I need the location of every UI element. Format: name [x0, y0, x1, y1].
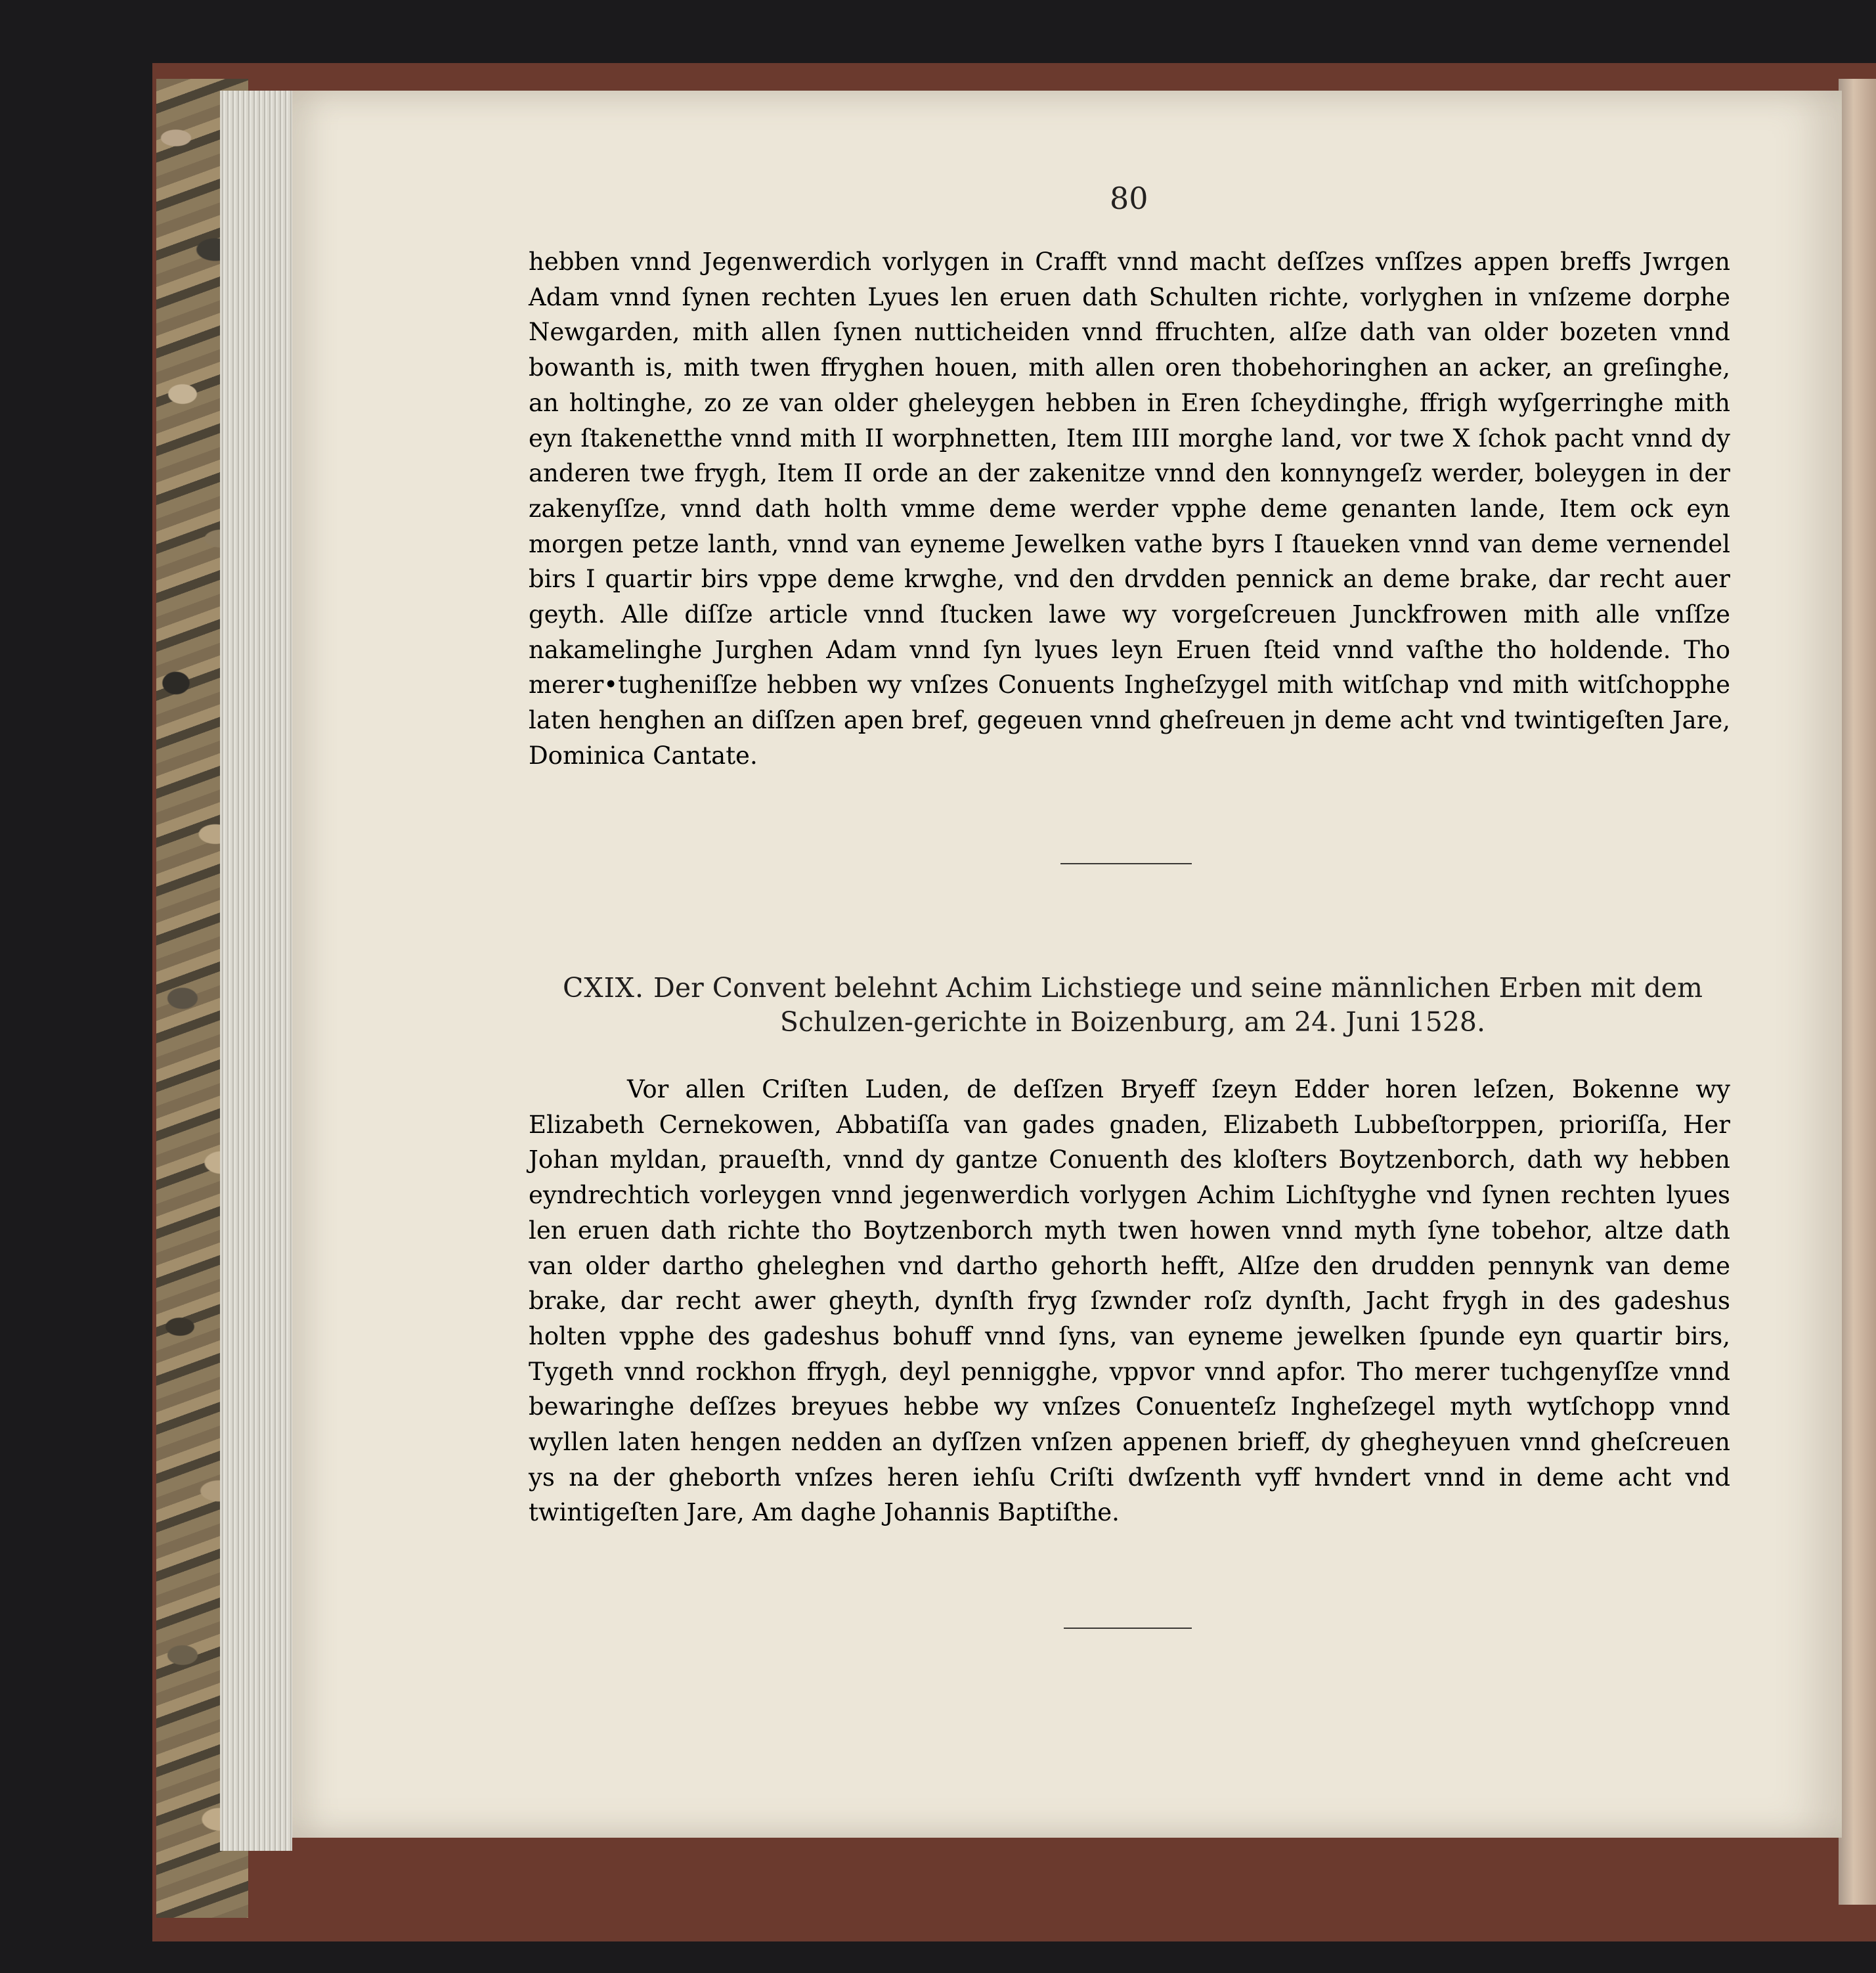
section-heading: [535, 971, 1730, 1039]
section-divider: [1064, 1628, 1192, 1629]
section-number: CXIX.: [563, 972, 645, 1004]
bleed-through-text: [529, 1524, 1730, 1734]
section-title: Der Convent belehnt Achim Lichstiege und seine männlichen Erben mit dem Schulzen-gerichte in Boizenburg, am 24. Juni 1528.: [653, 972, 1703, 1038]
charter-text: Vor allen Criſten Luden, de deſſzen Bryeff ſzeyn Edder horen leſzen, Bokenne wy Elizabeth Cernekowen, Abbatiſſa van gades gnaden, Elizabeth Lubbeſtorppen, prioriſſa, Her Johan myldan, praueſth, vnnd dy gantze Conuenth des kloſters Boytzenborch, dath wy hebben eyndrechtich vorleygen vnnd jegenwerdich vorlygen Achim Lichſtyghe vnd ſynen rechten lyues len eruen dath richte tho Boytzenborch myth twen howen vnnd myth ſyne tobehor, altze dath van older dartho gheleghen vnd dartho gehorth hefft, Alſze den drudden pennynk van deme brake, dar recht awer gheyth, dynſth fryg ſzwnder roſz dynſth, Jacht frygh in des gadeshus holten vpphe des gadeshus bohuff vnnd ſyns, van eyneme jewelken ſpunde eyn quartir birs, Tygeth vnnd rockhon ffrygh, deyl pennigghe, vppvor vnnd apfor. Tho merer tuchgenyſſze vnnd bewaringhe deſſzes breyues hebbe wy vnſzes Conuenteſz Ingheſzegel myth wytſchopp vnnd wyllen laten hengen nedden an dyſſzen vnſzen appenen brieff, dy ghegheyuen vnnd gheſcreuen ys na der gheborth vnſzes heren iehſu Criſti dwſzenth vyff hvndert vnnd in deme acht vnd twintigeſten Jare, Am daghe Johannis Baptiſthe.: [529, 1075, 1730, 1527]
right-cover-edge: [1839, 79, 1876, 1905]
page-number: 80: [1110, 181, 1148, 216]
page-stack-edge: [220, 91, 292, 1851]
section-divider: [1060, 863, 1192, 864]
bleed-through-text: [529, 801, 1730, 1103]
charter-text-continued: hebben vnnd Jegenwerdich vorlygen in Crafft vnnd macht deſſzes vnſſzes appen breffs Jwrgen Adam vnnd ſynen rechten Lyues len eruen dath Schulten richte, vorlyghen in vnſzeme dorphe Newgarden, mith allen ſynen nutticheiden vnnd ffruchten, alſze dath van older bozeten vnnd bowanth is, mith twen ffryghen houen, mith allen oren thobehoringhen an acker, an greſinghe, an holtinghe, zo ze van older gheleygen hebben in Eren ſcheydinghe, ffrigh wyſgerringhe mith eyn ſtakenetthe vnnd mith II worphnetten, Item IIII morghe land, vor twe X ſchok pacht vnnd dy anderen twe frygh, Item II orde an der zakenitze vnnd den konnyngeſz werder, boleygen in der zakenyſſze, vnnd dath holth vmme deme werder vpphe deme genanten lande, Item ock eyn morgen petze lanth, vnnd van eyneme Jewelken vathe byrs I ſtaueken vnnd van deme vernendel birs I quartir birs vppe deme krwghe, vnd den drvdden pennick an deme brake, dar recht auer geyth. Alle diſſze article vnnd ſtucken lawe wy vorgeſcreuen Junckfrowen mith alle vnſſze nakamelinghe Jurghen Adam vnnd ſyn lyues leyn Eruen ſteid vnnd vaſthe tho holdende. Tho merer•tugheniſſze hebben wy vnſzes Conuents Ingheſzygel mith witſchap vnd mith witſchopphe laten henghen an diſſzen apen bref, gegeuen vnnd gheſreuen jn deme acht vnd twintigeſten Jare, Dominica Cantate.: [529, 248, 1730, 770]
